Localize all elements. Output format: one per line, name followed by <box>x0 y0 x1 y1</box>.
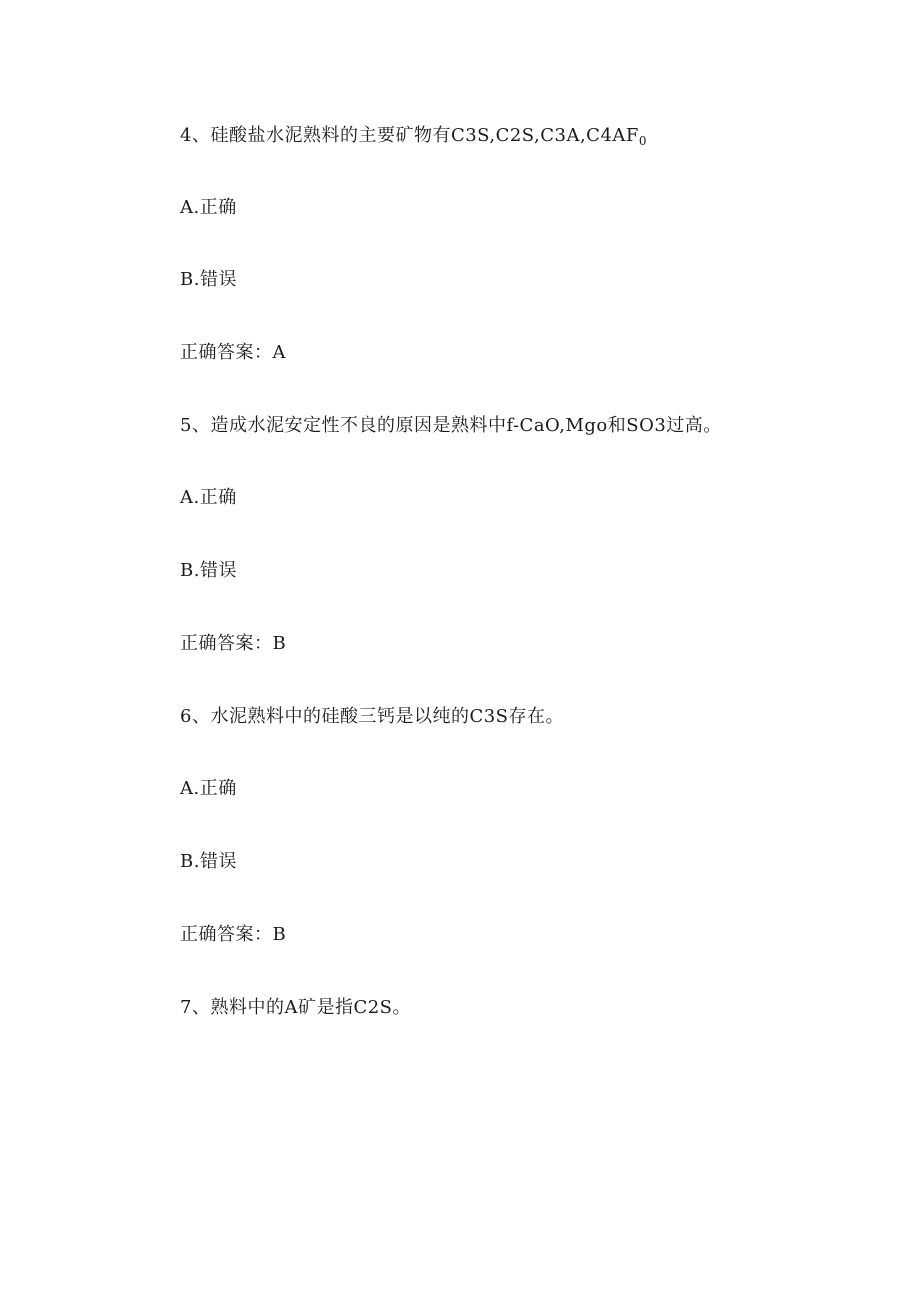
question-6-option-b: B.错误 <box>180 851 237 872</box>
question-4-option-b: B.错误 <box>180 269 237 290</box>
question-4-option-a: A.正确 <box>180 197 237 218</box>
question-7-stem: 7、熟料中的A矿是指C2S。 <box>180 997 412 1018</box>
question-5-option-a: A.正确 <box>180 487 237 508</box>
question-6-option-a: A.正确 <box>180 778 237 799</box>
question-5-option-b: B.错误 <box>180 560 237 581</box>
question-4-stem <box>180 124 647 153</box>
question-6-stem: 6、水泥熟料中的硅酸三钙是以纯的C3S存在。 <box>180 706 565 727</box>
question-4-stem-subscript: 0 <box>638 134 648 148</box>
question-4-answer: 正确答案：A <box>180 342 286 363</box>
question-6-answer: 正确答案：B <box>180 924 287 945</box>
question-4-stem-text: 4、硅酸盐水泥熟料的主要矿物有C3S,C2S,C3A,C4AF <box>180 125 639 146</box>
question-5-stem: 5、造成水泥安定性不良的原因是熟料中f-CaO,Mgo和SO3过高。 <box>180 415 722 436</box>
question-5-answer: 正确答案：B <box>180 633 287 654</box>
